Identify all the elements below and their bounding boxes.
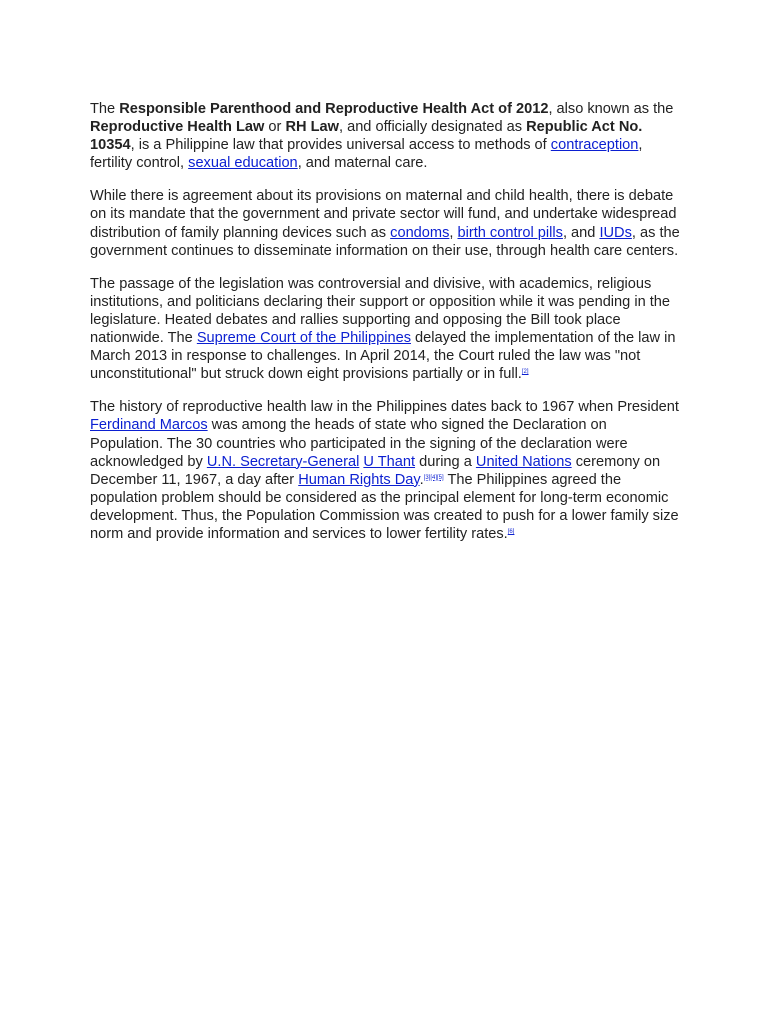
text: , as the government continues to disseminate information on their use, through health care centers.	[90, 224, 680, 259]
footnote-ref-3[interactable]: [3]	[423, 474, 431, 481]
text: or	[264, 119, 286, 136]
link-birth-control-pills[interactable]: birth control pills	[457, 224, 563, 241]
text: The passage of the legislation was controversial and divisive, with academics, religious institutions, and politicians declaring their support or opposition while it was pending in the legislature. Heated debates and rallies supporting and opposing the Bill took place nationwide. The	[90, 275, 671, 347]
text: The	[90, 101, 120, 117]
act-abbrev-name: RH Law	[285, 119, 339, 136]
paragraph-history	[90, 398, 682, 543]
link-iuds[interactable]: IUDs	[599, 224, 632, 241]
link-human-rights-day[interactable]: Human Rights Day	[298, 471, 420, 488]
link-united-nations[interactable]: United Nations	[475, 453, 572, 470]
text: , also known as the	[548, 101, 674, 117]
paragraph-intro	[90, 100, 682, 172]
act-official-name: Republic Act No. 10354	[90, 119, 643, 154]
text: delayed the implementation of the law in March 2013 in response to challenges. In April 2014, the Court ruled the law was "not unconstitutional" but struck down eight provisions partially or in full.	[90, 330, 676, 383]
text: , and maternal care.	[297, 155, 428, 172]
link-sexual-education[interactable]: sexual education	[188, 155, 298, 172]
act-short-name: Reproductive Health Law	[90, 119, 265, 136]
text: .	[419, 471, 424, 488]
text: The Philippines agreed the population problem should be considered as the principal element for long-term economic development. Thus, the Population Commission was created to push for a lower family size norm and provide information and services to lower fertility rates.	[90, 471, 679, 542]
paragraph-passage	[90, 275, 682, 384]
link-contraception[interactable]: contraception	[550, 137, 639, 154]
paragraph-debate	[90, 187, 682, 259]
text: was among the heads of state who signed the Declaration on Population. The 30 countries who participated in the signing of the declaration were acknowledged by	[90, 417, 628, 470]
link-supreme-court[interactable]: Supreme Court of the Philippines	[196, 330, 411, 347]
text: While there is agreement about its provisions on maternal and child health, there is debate on its mandate that the government and private sector will fund, and undertake widespread distribution of family planning devices such as	[90, 188, 677, 241]
text: , is a Philippine law that provides universal access to methods of	[130, 137, 551, 154]
footnote-ref-4[interactable]: [4]	[430, 474, 438, 481]
text: , and	[562, 224, 600, 241]
text: ,	[449, 224, 458, 241]
text: ceremony on December 11, 1967, a day after	[90, 453, 661, 488]
link-condoms[interactable]: condoms	[390, 224, 450, 241]
act-full-name: Responsible Parenthood and Reproductive Health Act of 2012	[119, 101, 549, 117]
link-u-thant[interactable]: U Thant	[363, 453, 416, 470]
footnote-ref-6[interactable]: [6]	[507, 528, 515, 535]
text: , fertility control,	[90, 137, 643, 172]
link-un-secretary-general[interactable]: U.N. Secretary-General	[206, 453, 360, 470]
link-ferdinand-marcos[interactable]: Ferdinand Marcos	[90, 417, 208, 434]
text: The history of reproductive health law in the Philippines dates back to 1967 when President	[90, 399, 679, 416]
footnote-ref-2[interactable]: [2]	[521, 369, 529, 376]
footnote-ref-5[interactable]: [5]	[437, 474, 444, 481]
article-body	[90, 100, 682, 558]
text: , and officially designated as	[338, 119, 527, 136]
text: during a	[415, 453, 476, 470]
